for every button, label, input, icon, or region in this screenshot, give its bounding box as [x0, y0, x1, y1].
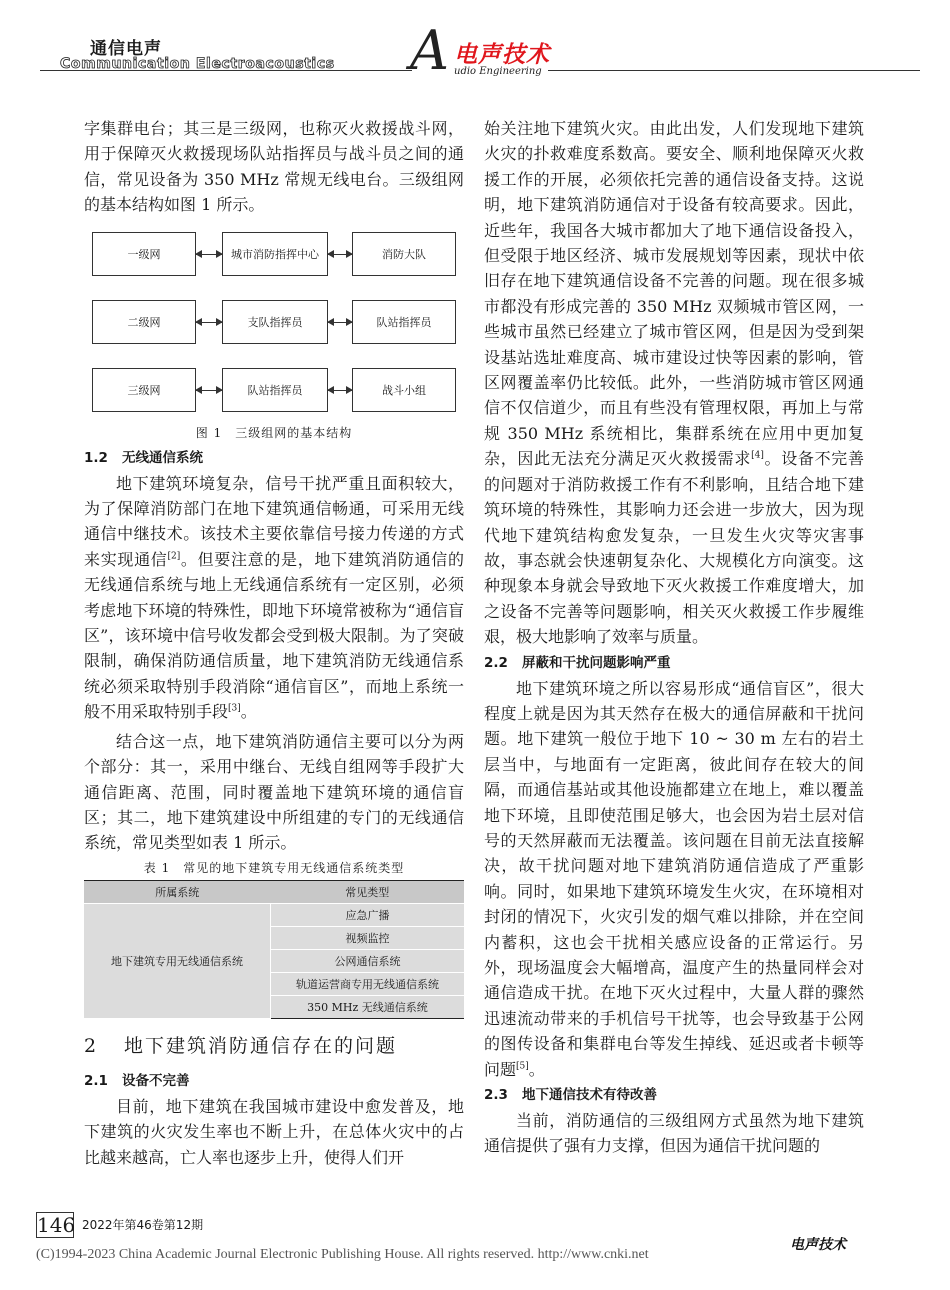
table-cell: 轨道运营商专用无线通信系统 — [271, 972, 465, 995]
table-header: 所属系统 — [84, 880, 271, 903]
paragraph — [484, 116, 864, 650]
logo-text-cn: 电声技术 — [454, 42, 550, 68]
fig-box-detachment: 支队指挥员 — [222, 300, 328, 344]
paragraph — [484, 676, 864, 1083]
fig-box-level2: 二级网 — [92, 300, 196, 344]
section-heading-1-2 — [84, 446, 464, 471]
table-1 — [84, 880, 464, 1019]
fig-box-combat-team: 战斗小组 — [352, 368, 456, 412]
table-cell: 公网通信系统 — [271, 949, 465, 972]
figure-caption: 图 1 三级组网的基本结构 — [195, 425, 353, 440]
header-rule-right — [548, 70, 920, 71]
section-number: 1.2 — [84, 449, 108, 466]
paragraph: 结合这一点，地下建筑消防通信主要可以分为两个部分：其一，采用中继台、无线自组网等手段扩大通信距离、范围，同时覆盖地下建筑环境的通信盲区；其二，地下建筑建设中所组建的专门的无线通信系统，常见类型如表 1 所示。 — [84, 731, 464, 853]
fig-arrow — [196, 322, 222, 323]
fig-box-station: 队站指挥员 — [352, 300, 456, 344]
fig-box-station-commander: 队站指挥员 — [222, 368, 328, 412]
fig-arrow — [196, 254, 222, 255]
issue-info: 2022年第46卷第12期 — [82, 1218, 204, 1232]
fig-box-brigade: 消防大队 — [352, 232, 456, 276]
right-column — [484, 116, 864, 1159]
page-number: 146 — [37, 1213, 76, 1237]
paragraph-text: 地下建筑环境之所以容易形成“通信盲区”，很大程度上就是因为其天然存在极大的通信屏蔽和干扰问题。地下建筑一般位于地下 10 ~ 30 m 左右的岩土层当中，与地面有一定距离，彼此间存在较大的间隔，而通信基站或其他设施都建立在地上，难以覆盖地下环境，且即使范围足够大，也会因为岩土层对信号的天然屏蔽而无法覆盖。该问题在目前无法直接解决，故干扰问题对地下建筑消防通信造成了严重影响。同时，如果地下建筑环境发生火灾，在环境相对封闭的情况下，火灾引发的烟气难以排除，并在空间内蓄积，这也会干扰相关感应设备的正常运行。另外，现场温度会大幅增高，温度产生的热量同样会对通信造成干扰。在地下灭火过程中，大量人群的骤然迅速流动带来的手机信号干扰等，也会导致基于公网的图传设备和集群电台等发生掉线、延迟或者卡顿等问题 — [484, 678, 864, 1079]
section-title: 屏蔽和干扰问题影响严重 — [522, 654, 671, 671]
table-cell: 应急广播 — [271, 903, 465, 926]
citation: [3] — [228, 703, 241, 714]
citation: [4] — [751, 450, 764, 461]
paragraph — [84, 471, 464, 725]
fig-box-center: 城市消防指挥中心 — [222, 232, 328, 276]
citation: [5] — [516, 1061, 529, 1072]
table-header: 常见类型 — [271, 880, 465, 903]
logo-letter: A — [410, 19, 449, 82]
paragraph-text: 。 — [240, 702, 257, 722]
figure-1 — [84, 222, 464, 422]
chapter-number: 2 — [84, 1034, 99, 1057]
footer-logo: 电声技术 — [790, 1237, 846, 1253]
table-cell: 视频监控 — [271, 926, 465, 949]
paragraph-text: 始关注地下建筑火灾。由此出发，人们发现地下建筑火灾的扑救难度系数高。要安全、顺利地保障灭火救援工作的开展，必须依托完善的通信设备支持。这说明，地下建筑消防通信对于设备有较高要求。因此，近些年，我国各大城市都加大了地下通信设备投入，但受限于地区经济、城市发展规划等因素，现状中依旧存在地下建筑通信设备不完善的问题。现在很多城市都没有形成完善的 350 MHz 双频城市管区网，一些城市虽然已经建立了城市管区网，但是因为受到架设基站选址难度高、城市建设过快等因素的影响，管区网覆盖率仍比较低。此外，一些消防城市管区网通信不仅信道少，而且有些没有管理权限，再加上与常规 350 MHz 系统相比，集群系统在应用中更加复杂，因此无法充分满足灭火救援需求 — [484, 119, 864, 469]
copyright-notice: (C)1994-2023 China Academic Journal Electronic Publishing House. All rights reserved. http://www.cnki.net — [36, 1247, 649, 1262]
section-number: 2.1 — [84, 1072, 108, 1089]
table-caption: 表 1 常见的地下建筑专用无线通信系统类型 — [143, 860, 405, 875]
section-heading-2-2 — [484, 651, 864, 676]
fig-arrow — [328, 254, 352, 255]
section-title: 设备不完善 — [122, 1072, 190, 1089]
fig-box-level3: 三级网 — [92, 368, 196, 412]
left-column — [84, 116, 464, 1170]
journal-title-en: Communication Electroacoustics — [60, 56, 335, 72]
logo-text-en: udio Engineering — [454, 66, 542, 77]
paragraph: 字集群电台；其三是三级网，也称灭火救援战斗网，用于保障灭火救援现场队站指挥员与战斗员之间的通信，常见设备为 350 MHz 常规无线电台。三级组网的基本结构如图 1 所示。 — [84, 119, 464, 215]
chapter-title: 地下建筑消防通信存在的问题 — [124, 1034, 398, 1057]
fig-arrow — [328, 390, 352, 391]
paragraph: 目前，地下建筑在我国城市建设中愈发普及，地下建筑的火灾发生率也不断上升，在总体火灾中的占比越来越高，亡人率也逐步上升，使得人们开 — [84, 1096, 464, 1167]
journal-logo — [410, 19, 560, 82]
table-cell-group: 地下建筑专用无线通信系统 — [84, 903, 271, 1018]
chapter-heading-2 — [84, 1031, 464, 1061]
paragraph: 当前，消防通信的三级组网方式虽然为地下建筑通信提供了强有力支撑，但因为通信干扰问题的 — [484, 1111, 864, 1156]
section-heading-2-1 — [84, 1069, 464, 1094]
citation: [2] — [167, 551, 181, 562]
section-title: 无线通信系统 — [122, 449, 203, 466]
fig-box-level1: 一级网 — [92, 232, 196, 276]
section-title: 地下通信技术有待改善 — [522, 1087, 657, 1104]
paragraph-text: 。 — [528, 1059, 545, 1079]
paragraph-text: 。但要注意的是，地下建筑消防通信的无线通信系统与地上无线通信系统有一定区别，必须考虑地下环境的特殊性，即地下环境常被称为“通信盲区”，该环境中信号收发都会受到极大限制。为了突破限制，确保消防通信质量，地下建筑消防无线通信系统必须采取特别手段消除“通信盲区”，而地上系统一般不用采取特别手段 — [84, 549, 464, 722]
journal-title-cn: 通信电声 — [90, 39, 162, 59]
paragraph-text: 地下建筑环境复杂，信号干扰严重且面积较大，为了保障消防部门在地下建筑通信畅通，可采用无线通信中继技术。该技术主要依靠信号接力传递的方式来实现通信 — [84, 473, 464, 569]
fig-arrow — [196, 390, 222, 391]
section-number: 2.3 — [484, 1087, 508, 1104]
table-cell: 350 MHz 无线通信系统 — [271, 995, 465, 1018]
fig-arrow — [328, 322, 352, 323]
paragraph-text: 。设备不完善的问题对于消防救援工作有不利影响，且结合地下建筑环境的特殊性，其影响力还会进一步放大，因为现代地下建筑结构愈发复杂，一旦发生火灾等灾害事故，事态就会快速朝复杂化、大规模化方向演变。这种现象本身就会导致地下灭火救援工作难度增大，加之设备不完善等问题影响，相关灭火救援工作步履维艰，极大地影响了效率与质量。 — [484, 449, 864, 647]
section-heading-2-3 — [484, 1083, 864, 1108]
section-number: 2.2 — [484, 654, 508, 671]
